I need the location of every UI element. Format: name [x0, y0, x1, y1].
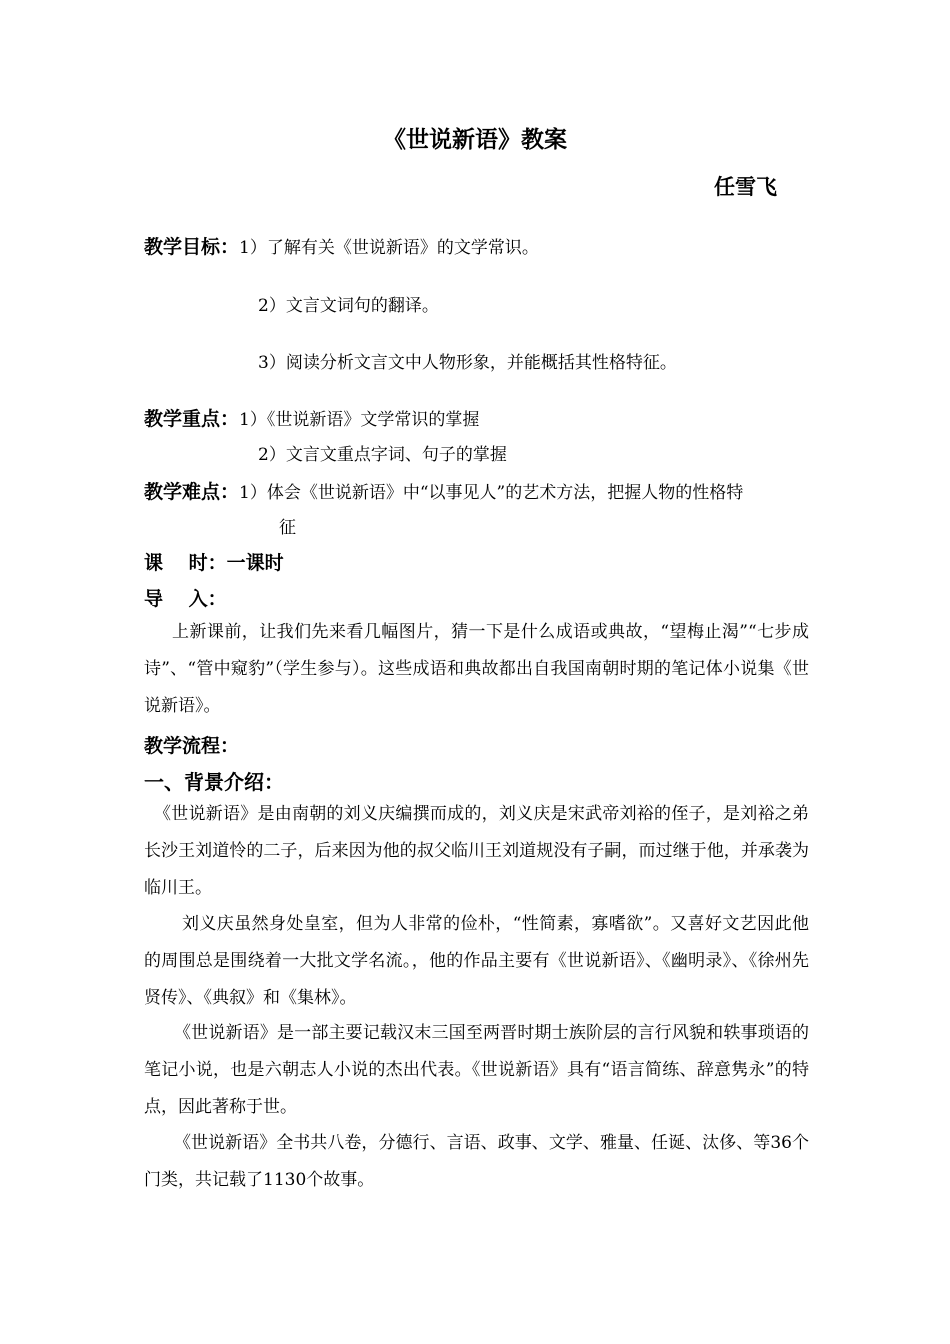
difficulty-item: 1）体会《世说新语》中“以事见人”的艺术方法，把握人物的性格特 — [239, 483, 744, 503]
objective-item: 2）文言文词句的翻译。 — [258, 296, 439, 316]
key-point-item: 1）《世说新语》文学常识的掌握 — [239, 410, 480, 430]
body-paragraph: 刘义庆虽然身处皇室，但为人非常的俭朴，“性简素，寡嗜欲”。又喜好文艺因此他的周围总是围绕着一大批文学名流。，他的作品主要有《世说新语》、《幽明录》、《徐州先贤传》、《典叙》和《集林》。 — [144, 914, 809, 1008]
objectives-label: 教学目标： — [144, 236, 240, 258]
key-points-label: 教学重点： — [144, 408, 240, 430]
process-label: 教学流程： — [144, 735, 240, 757]
intro-paragraph: 上新课前，让我们先来看几幅图片，猜一下是什么成语或典故，“望梅止渴”“七步成诗”、“管中窥豹”（学生参与）。这些成语和典故都出自我国南朝时期的笔记体小说集《世说新语》。 — [144, 622, 809, 716]
difficulties-row-1 — [144, 477, 743, 504]
intro-label: 导 入： — [144, 588, 227, 610]
objectives-row-1 — [144, 232, 539, 259]
page-title: 《世说新语》教案 — [383, 127, 567, 153]
body-paragraph: 《世说新语》全书共八卷，分德行、言语、政事、文学、雅量、任诞、汰侈、等36个门类，共记载了1130个故事。 — [144, 1133, 809, 1190]
difficulty-continuation: 征 — [279, 518, 296, 538]
body-paragraph: 《世说新语》是一部主要记载汉末三国至两晋时期士族阶层的言行风貌和轶事琐语的笔记小说，也是六朝志人小说的杰出代表。《世说新语》具有“语言简练、辞意隽永”的特点，因此著称于世。 — [144, 1023, 809, 1117]
section-heading: 一、背景介绍： — [144, 770, 284, 794]
difficulties-label: 教学难点： — [144, 481, 240, 503]
body-paragraph: 《世说新语》是由南朝的刘义庆编撰而成的，刘义庆是宋武帝刘裕的侄子，是刘裕之弟长沙王刘道怜的二子，后来因为他的叔父临川王刘道规没有子嗣，而过继于他，并承袭为临川王。 — [144, 804, 809, 898]
key-point-item: 2）文言文重点字词、句子的掌握 — [258, 445, 507, 465]
objective-item: 1）了解有关《世说新语》的文学常识。 — [239, 238, 539, 258]
objective-item: 3）阅读分析文言文中人物形象，并能概括其性格特征。 — [258, 353, 677, 373]
class-hours: 课 时：一课时 — [144, 552, 284, 574]
author-name: 任雪飞 — [714, 175, 777, 199]
key-points-row-1 — [144, 404, 479, 431]
